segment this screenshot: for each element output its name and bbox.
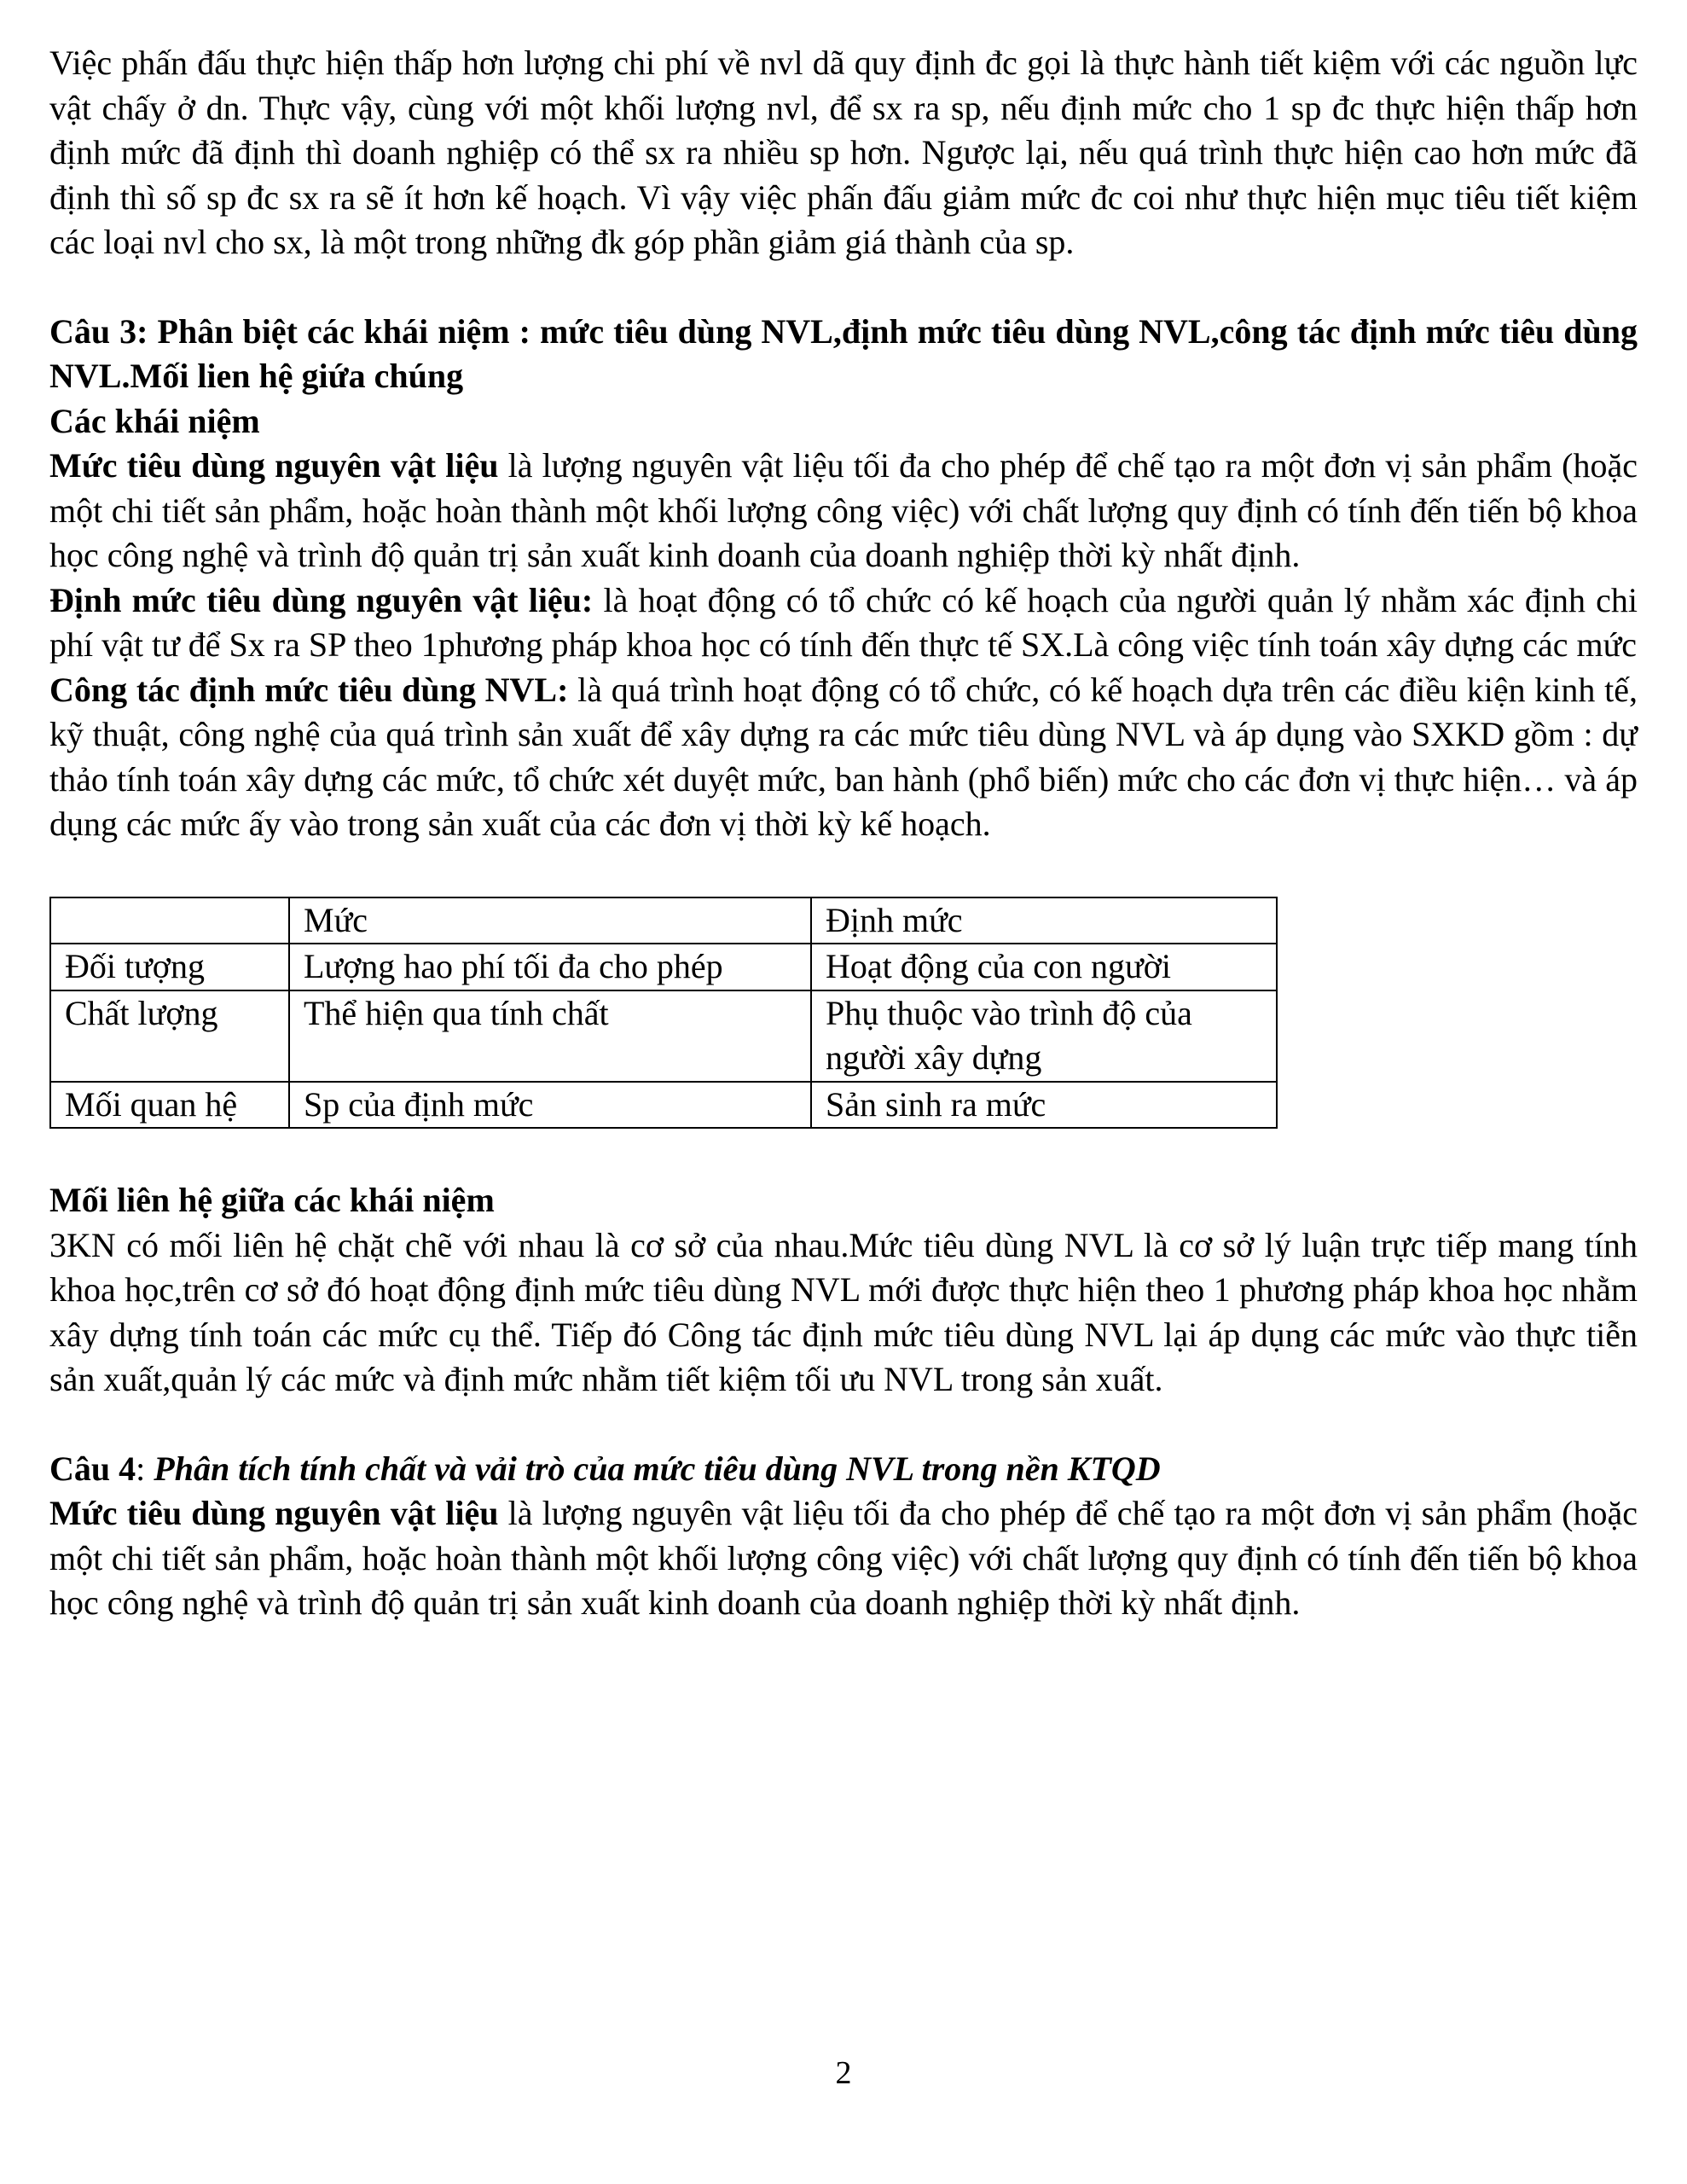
table-cell: Đối tượng (50, 944, 289, 990)
definition-consumption-norm (49, 578, 1638, 668)
definition-norm-work (49, 668, 1638, 847)
definition-text: là hoạt động có tổ chức có kế hoạch của người quản lý nhằm xác định chi phí vật tư để Sx ra SP theo 1phương pháp khoa học có tính đến thực tế SX.Là công việc tính toán xây dựng các mức (49, 580, 1638, 664)
definition-consumption-level-repeat (49, 1491, 1638, 1626)
table-row (50, 1082, 1277, 1129)
table-row (50, 944, 1277, 990)
table-row (50, 990, 1277, 1082)
table-cell: Hoạt động của con người (811, 944, 1277, 990)
document-page (49, 41, 1638, 1626)
term-norm-work: Công tác định mức tiêu dùng NVL: (49, 670, 569, 709)
question-4-separator: : (136, 1449, 154, 1488)
question-4-label: Câu 4 (49, 1449, 136, 1488)
spacer (49, 1403, 1638, 1447)
definition-text: là lượng nguyên vật liệu tối đa cho phép để chế tạo ra một đơn vị sản phẩm (hoặc một chi tiết sản phẩm, hoặc hoàn thành một khối lượng công việc) với chất lượng quy định có tính đến tiến bộ khoa học công nghệ và trình độ quản trị sản xuất kinh doanh của doanh nghiệp thời kỳ nhất định. (49, 446, 1638, 574)
spacer (49, 265, 1638, 310)
spacer (49, 847, 1638, 897)
definition-text: là quá trình hoạt động có tổ chức, có kế hoạch dựa trên các điều kiện kinh tế, kỹ thuật, công nghệ của quá trình sản xuất để xây dựng ra các mức tiêu dùng NVL và áp dụng vào SXKD gồm : dự thảo tính toán xây dựng các mức, tổ chức xét duyệt mức, ban hành (phổ biến) mức cho các đơn vị thực hiện… và áp dụng các mức ấy vào trong sản xuất của các đơn vị thời kỳ kế hoạch. (49, 670, 1638, 843)
term-consumption-level: Mức tiêu dùng nguyên vật liệu (49, 446, 499, 485)
term-consumption-norm: Định mức tiêu dùng nguyên vật liệu: (49, 580, 594, 619)
question-4-title: Phân tích tính chất và vải trò của mức tiêu dùng NVL trong nền KTQD (154, 1449, 1161, 1488)
table-cell: Sp của định mức (289, 1082, 811, 1129)
page-number: 2 (835, 2055, 852, 2091)
question-4-heading (49, 1447, 1638, 1492)
question-3-heading: Câu 3: Phân biệt các khái niệm : mức tiêu dùng NVL,định mức tiêu dùng NVL,công tác định mức tiêu dùng NVL.Mối lien hệ giứa chúng (49, 311, 1638, 395)
comparison-table (49, 897, 1278, 1130)
spacer (49, 1129, 1638, 1178)
table-cell: Lượng hao phí tối đa cho phép (289, 944, 811, 990)
definition-text: là lượng nguyên vật liệu tối đa cho phép để chế tạo ra một đơn vị sản phẩm (hoặc một chi tiết sản phẩm, hoặc hoàn thành một khối lượng công việc) với chất lượng quy định có tính đến tiến bộ khoa học công nghệ và trình độ quản trị sản xuất kinh doanh của doanh nghiệp thời kỳ nhất định. (49, 1494, 1638, 1622)
relation-paragraph: 3KN có mối liên hệ chặt chẽ với nhau là cơ sở của nhau.Mức tiêu dùng NVL là cơ sở lý luận trực tiếp mang tính khoa học,trên cơ sở đó hoạt động định mức tiêu dùng NVL mới được thực hiện theo 1 phương pháp khoa học nhằm xây dựng tính toán các mức cụ thể. Tiếp đó Công tác định mức tiêu dùng NVL lại áp dụng các mức vào thực tiễn sản xuất,quản lý các mức và định mức nhằm tiết kiệm tối ưu NVL trong sản xuất. (49, 1225, 1638, 1398)
table-header-cell (50, 897, 289, 944)
intro-paragraph: Việc phấn đấu thực hiện thấp hơn lượng chi phí về nvl dã quy định đc gọi là thực hành tiết kiệm với các nguồn lực vật chấy ở dn. Thực vậy, cùng với một khối lượng nvl, để sx ra sp, nếu định mức cho 1 sp đc thực hiện thấp hơn định mức đã định thì doanh nghiệp có thể sx ra nhiều sp hơn. Ngược lại, nếu quá trình thực hiện cao hơn mức đã định thì số sp đc sx ra sẽ ít hơn kế hoạch. Vì vậy việc phấn đấu giảm mức đc coi như thực hiện mục tiêu tiết kiệm các loại nvl cho sx, là một trong những đk góp phần giảm giá thành của sp. (49, 44, 1638, 261)
relation-heading: Mối liên hệ giữa các khái niệm (49, 1181, 495, 1219)
table-header-row (50, 897, 1277, 944)
table-cell: Chất lượng (50, 990, 289, 1082)
table-cell: Thể hiện qua tính chất (289, 990, 811, 1082)
concepts-subheading: Các khái niệm (49, 401, 260, 440)
table-cell: Phụ thuộc vào trình độ của người xây dựng (811, 990, 1277, 1082)
table-header-cell: Định mức (811, 897, 1277, 944)
term-consumption-level: Mức tiêu dùng nguyên vật liệu (49, 1494, 499, 1532)
table-cell: Sản sinh ra mức (811, 1082, 1277, 1129)
table-header-cell: Mức (289, 897, 811, 944)
table-cell: Mối quan hệ (50, 1082, 289, 1129)
definition-consumption-level (49, 444, 1638, 578)
